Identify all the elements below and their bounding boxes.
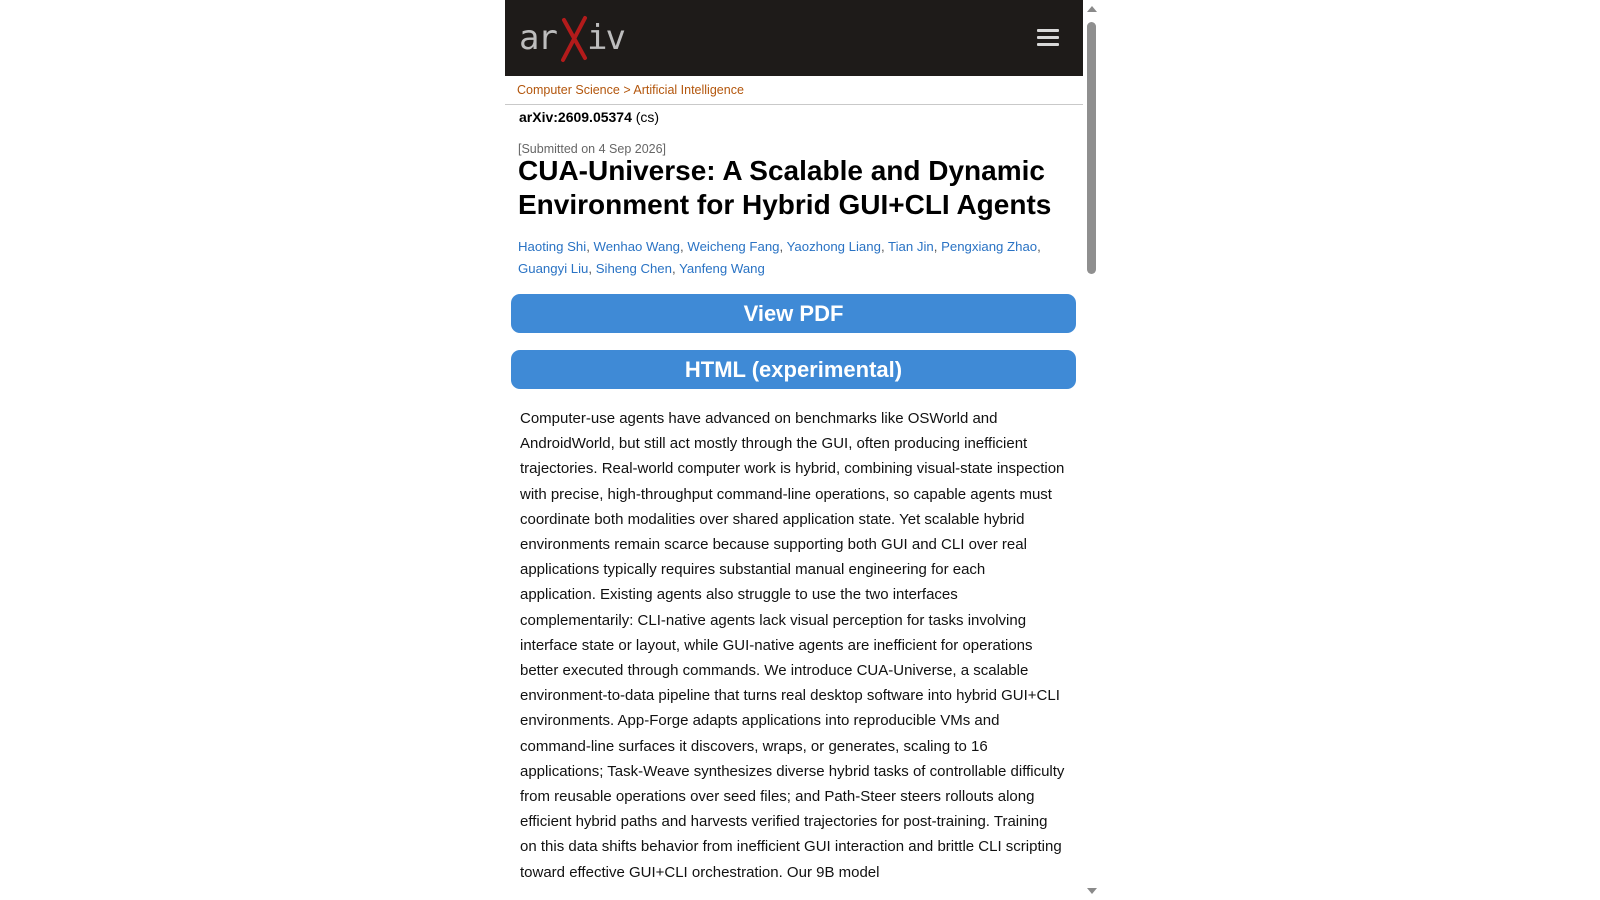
breadcrumb-separator: > xyxy=(623,83,631,97)
submission-date: [Submitted on 4 Sep 2026] xyxy=(518,142,667,156)
breadcrumb-computer-science[interactable]: Computer Science xyxy=(517,83,620,97)
svg-text:ar: ar xyxy=(519,18,556,58)
author-link[interactable]: Wenhao Wang xyxy=(593,239,681,254)
paper-id: arXiv:2609.05374 xyxy=(519,109,632,125)
breadcrumb-artificial-intelligence[interactable]: Artificial Intelligence xyxy=(633,83,744,97)
author-link[interactable]: Yaozhong Liang xyxy=(786,239,881,254)
paper-category: (cs) xyxy=(635,109,660,125)
author-link[interactable]: Tian Jin xyxy=(888,239,934,254)
scroll-down-arrow-icon[interactable] xyxy=(1087,888,1097,894)
author-link[interactable]: Haoting Shi xyxy=(518,239,587,254)
view-pdf-button[interactable]: View PDF xyxy=(511,294,1076,333)
header-divider xyxy=(505,104,1083,105)
scroll-up-arrow-icon[interactable] xyxy=(1087,6,1097,12)
abstract-text: Computer-use agents have advanced on benchmarks like OSWorld and AndroidWorld, but still act mostly through the GUI, often producing inefficient trajectories. Real-world computer work is hybrid, combining visual-state inspection with precise, high-throughput command-line operations, so capable agents must coordinate both modalities over shared application state. Yet scalable hybrid environments remain scarce because supporting both GUI and CLI over real applications typically requires substantial manual engineering for each application. Existing agents also struggle to use the two interfaces complementarily: CLI-native agents lack visual perception for tasks involving interface state or layout, while GUI-native agents are inefficient for operations better executed through commands. We introduce CUA-Universe, a scalable environment-to-data pipeline that turns real desktop software into hybrid GUI+CLI environments. App-Forge adapts applications into reproducible VMs and command-line surfaces it discovers, wraps, or generates, scaling to 16 applications; Task-Weave synthesizes diverse hybrid tasks of controllable difficulty from reusable operations over seed files; and Path-Steer steers rollouts along efficient hybrid paths and harvests verified trajectories for post-training. Training on this data shifts behavior from inefficient GUI interaction and brittle CLI scripting toward effective GUI+CLI orchestration. Our 9B model xyxy=(520,410,1065,881)
author-link[interactable]: Pengxiang Zhao xyxy=(941,239,1038,254)
breadcrumb xyxy=(517,83,744,97)
author-link[interactable]: Weicheng Fang xyxy=(687,239,780,254)
author-list: Haoting Shi, Wenhao Wang, Weicheng Fang, Yaozhong Liang, Tian Jin, Pengxiang Zhao, Guangyi Liu, Siheng Chen, Yanfeng Wang xyxy=(518,239,1041,276)
arxiv-abstract-page xyxy=(505,0,1083,900)
author-link[interactable]: Siheng Chen xyxy=(595,261,672,276)
html-experimental-button[interactable]: HTML (experimental) xyxy=(511,350,1076,389)
scroll-thumb[interactable] xyxy=(1087,22,1096,274)
page-scrollbar[interactable] xyxy=(1084,0,1100,900)
hamburger-menu-icon[interactable] xyxy=(1033,22,1065,54)
arxiv-logo[interactable] xyxy=(519,12,629,64)
paper-title: CUA-Universe: A Scalable and Dynamic Environment for Hybrid GUI+CLI Agents xyxy=(518,155,1052,220)
author-link[interactable]: Guangyi Liu xyxy=(518,261,589,276)
svg-text:iv: iv xyxy=(587,18,624,58)
site-header xyxy=(505,0,1083,76)
paper-id-line xyxy=(519,109,659,125)
author-link[interactable]: Yanfeng Wang xyxy=(679,261,765,276)
